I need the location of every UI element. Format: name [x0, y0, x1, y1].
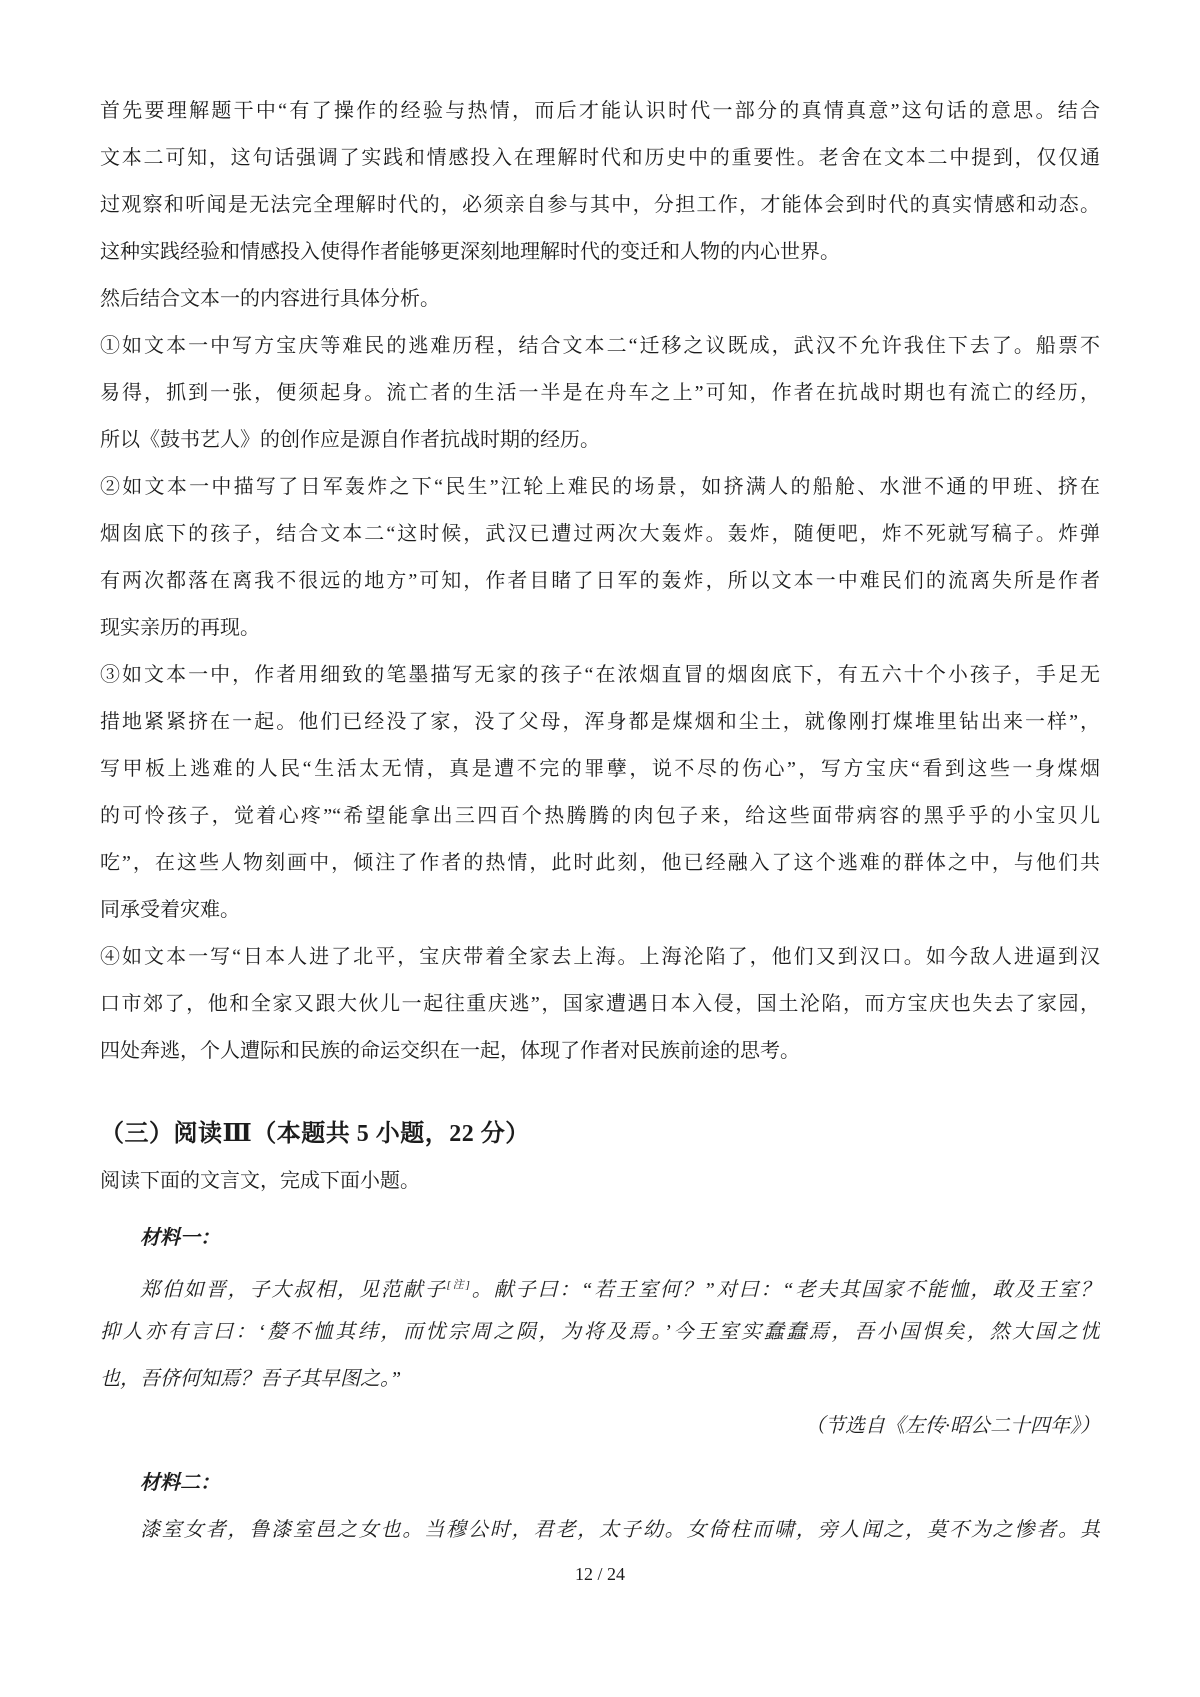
text-line: 易得，抓到一张，便须起身。流亡者的生活一半是在舟车之上”可知，作者在抗战时期也有流亡的经历，: [100, 382, 1100, 404]
answer-analysis: [100, 88, 1100, 1075]
text-line: 现实亲历的再现。: [100, 617, 260, 639]
analysis-paragraph: [100, 464, 1100, 652]
material-one-label: 材料一：: [140, 1227, 220, 1249]
text-line: 首先要理解题干中“有了操作的经验与热情，而后才能认识时代一部分的真情真意”这句话的意思。结合: [100, 100, 1100, 122]
emphasized-char: 如: [183, 1279, 204, 1301]
text-line: ④如文本一写“日本人进了北平，宝庆带着全家去上海。上海沦陷了，他们又到汉口。如今敌人进逼到汉: [100, 946, 1100, 968]
text-line: 所以《鼓书艺人》的创作应是源自作者抗战时期的经历。: [100, 429, 600, 451]
text-line: 的可怜孩子，觉着心疼”“希望能拿出三四百个热腾腾的肉包子来，给这些面带病容的黑乎乎的小宝贝儿: [100, 805, 1100, 827]
text-line: 口市郊了，他和全家又跟大伙儿一起往重庆逃”，国家遭遇日本入侵，国土沦陷，而方宝庆也失去了家园，: [100, 993, 1100, 1015]
text-line: 四处奔逃，个人遭际和民族的命运交织在一起，体现了作者对民族前途的思考。: [100, 1040, 800, 1062]
text-line: 这种实践经验和情感投入使得作者能够更深刻地理解时代的变迁和人物的内心世界。: [100, 241, 840, 263]
note-superscript: [注]: [446, 1279, 470, 1291]
text-line: 吃”，在这些人物刻画中，倾注了作者的热情，此时此刻，他已经融入了这个逃难的群体之中，与他们共: [100, 852, 1100, 874]
text-line: 然后结合文本一的内容进行具体分析。: [100, 288, 440, 310]
reading-instruction: 阅读下面的文言文，完成下面小题。: [100, 1170, 420, 1192]
analysis-paragraph: [100, 652, 1100, 934]
text-line: 措地紧紧挤在一起。他们已经没了家，没了父母，浑身都是煤烟和尘土，就像刚打煤堆里钻出来一样”，: [100, 711, 1100, 733]
analysis-paragraph: [100, 88, 1100, 276]
text-line: 也，吾侪何知焉？吾子其早图之。”: [100, 1368, 402, 1390]
material-two: [100, 1460, 1100, 1554]
text-line: 抑人亦有言曰：‘嫠不恤其纬，而忧宗周之陨，为将及焉。’今王室实蠢蠢焉，吾小国惧矣，然大国之忧: [100, 1321, 1100, 1343]
classical-text-segment: 郑伯: [140, 1279, 184, 1301]
text-line: ②如文本一中描写了日军轰炸之下“民生”江轮上难民的场景，如挤满人的船舱、水泄不通的甲班、挤在: [100, 476, 1100, 498]
source-attribution: （节选自《左传·昭公二十四年》）: [805, 1415, 1100, 1437]
text-line: ①如文本一中写方宝庆等难民的逃难历程，结合文本二“迁移之议既成，武汉不允许我住下去了。船票不: [100, 335, 1100, 357]
text-line: 漆室女者，鲁漆室邑之女也。当穆公时，君老，太子幼。女倚柱而啸，旁人闻之，莫不为之惨者。其: [140, 1519, 1100, 1541]
material-two-body: [100, 1507, 1100, 1554]
text-line: ③如文本一中，作者用细致的笔墨描写无家的孩子“在浓烟直冒的烟囱底下，有五六十个小孩子，手足无: [100, 664, 1100, 686]
material-one-body: [100, 1309, 1100, 1403]
analysis-paragraph: [100, 934, 1100, 1075]
section-heading: （三）阅读Ⅲ（本题共 5 小题，22 分）: [100, 1121, 530, 1147]
text-line: 文本二可知，这句话强调了实践和情感投入在理解时代和历史中的重要性。老舍在文本二中提到，仅仅通: [100, 147, 1100, 169]
analysis-paragraph: [100, 276, 1100, 323]
page-number: 12 / 24: [574, 1564, 625, 1584]
material-one: [100, 1215, 1100, 1450]
classical-text-segment: 晋，子大叔相，见范献子: [203, 1279, 447, 1301]
material-two-label: 材料二：: [140, 1472, 220, 1494]
page-content: [100, 88, 1100, 1554]
text-line: 过观察和听闻是无法完全理解时代的，必须亲自参与其中，分担工作，才能体会到时代的真实情感和动态。: [100, 194, 1100, 216]
text-line: 烟囱底下的孩子，结合文本二“这时候，武汉已遭过两次大轰炸。轰炸，随便吧，炸不死就写稿子。炸弹: [100, 523, 1100, 545]
classical-opening-line: [100, 1262, 1100, 1309]
text-line: 写甲板上逃难的人民“生活太无情，真是遭不完的罪孽，说不尽的伤心”，写方宝庆“看到这些一身煤烟: [100, 758, 1100, 780]
text-line: 有两次都落在离我不很远的地方”可知，作者目睹了日军的轰炸，所以文本一中难民们的流离失所是作者: [100, 570, 1100, 592]
classical-text-segment: 。献子曰：“若王室何？”对曰：“老夫其国家不能恤，敢及王室？: [469, 1279, 1100, 1301]
text-line: 同承受着灾难。: [100, 899, 240, 921]
analysis-paragraph: [100, 323, 1100, 464]
